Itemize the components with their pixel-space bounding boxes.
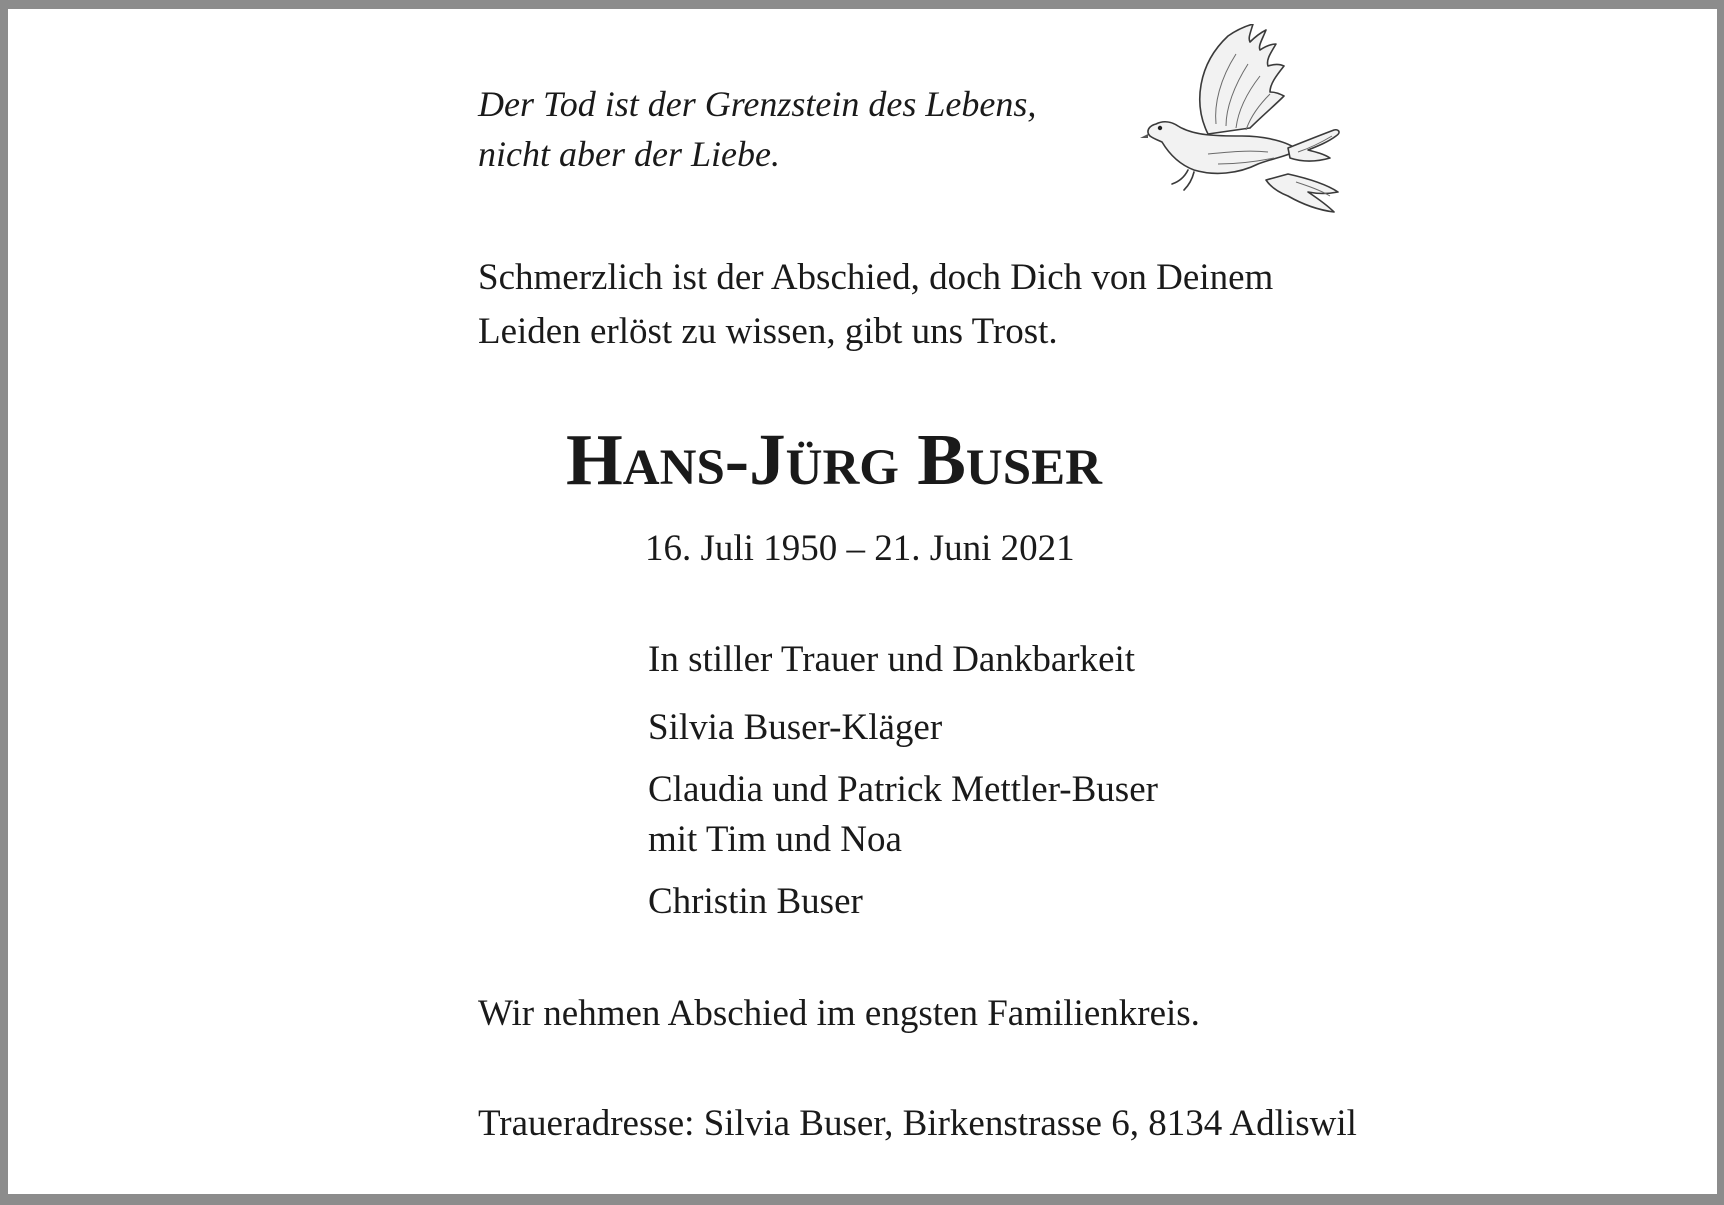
farewell-note: Wir nehmen Abschied im engsten Familienkreis. — [478, 993, 1200, 1034]
intro-line-1: Schmerzlich ist der Abschied, doch Dich von Deinem — [478, 257, 1274, 298]
mourners-block — [648, 635, 1448, 927]
intro-text — [478, 251, 1378, 359]
mourner-entry: Claudia und Patrick Mettler-Buser — [648, 769, 1158, 810]
motto-line-2: nicht aber der Liebe. — [478, 134, 780, 174]
life-dates: 16. Juli 1950 – 21. Juni 2021 — [645, 528, 1075, 569]
mourning-address: Traueradresse: Silvia Buser, Birkenstrasse 6, 8134 Adliswil — [478, 1103, 1357, 1144]
intro-line-2: Leiden erlöst zu wissen, gibt uns Trost. — [478, 311, 1058, 352]
motto-quote — [478, 79, 1078, 179]
mourners-heading: In stiller Trauer und Dankbarkeit — [648, 639, 1136, 680]
mourner-entry: Christin Buser — [648, 881, 863, 922]
mourner-entry: mit Tim und Noa — [648, 819, 902, 860]
mourner-entry: Silvia Buser-Kläger — [648, 707, 943, 748]
dove-icon — [1138, 24, 1348, 224]
deceased-name: Hans-Jürg Buser — [566, 419, 1102, 500]
motto-line-1: Der Tod ist der Grenzstein des Lebens, — [478, 84, 1037, 124]
